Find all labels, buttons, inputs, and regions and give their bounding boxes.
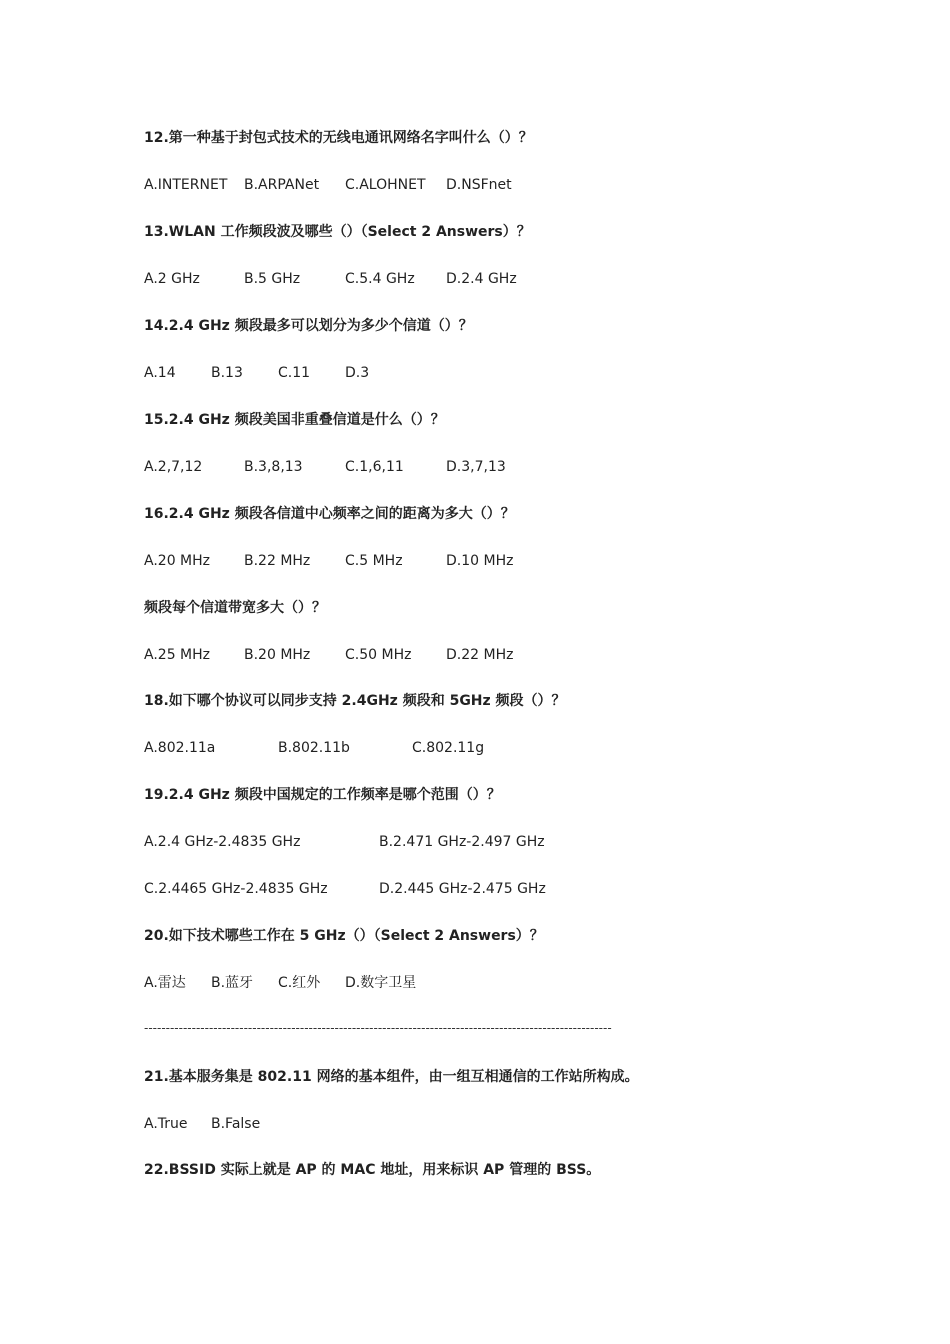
question-22: 22.BSSID 实际上就是 AP 的 MAC 地址，用来标识 AP 管理的 BSS。 xyxy=(144,1162,601,1178)
option-16-d: D.10 MHz xyxy=(446,553,514,569)
option-15-d: D.3,7,13 xyxy=(446,459,506,475)
option-19-c: C.2.4465 GHz-2.4835 GHz xyxy=(144,881,328,897)
option-12-d: D.NSFnet xyxy=(446,177,512,193)
option-20-a: A.雷达 xyxy=(144,975,186,991)
option-15-b: B.3,8,13 xyxy=(244,459,303,475)
option-15-c: C.1,6,11 xyxy=(345,459,404,475)
option-12-b: B.ARPANet xyxy=(244,177,320,193)
option-13-b: B.5 GHz xyxy=(244,271,301,287)
question-12: 12.第一种基于封包式技术的无线电通讯网络名字叫什么（）？ xyxy=(144,130,533,146)
option-18-a: A.802.11a xyxy=(144,740,216,756)
option-16-a: A.20 MHz xyxy=(144,553,211,569)
option-18-b: B.802.11b xyxy=(278,740,350,756)
question-16: 16.2.4 GHz 频段各信道中心频率之间的距离为多大（）？ xyxy=(144,506,515,522)
option-15-a: A.2,7,12 xyxy=(144,459,203,475)
question-13: 13.WLAN 工作频段波及哪些（）（Select 2 Answers）？ xyxy=(144,224,531,240)
option-20-d: D.数字卫星 xyxy=(345,975,417,991)
option-17-b: B.20 MHz xyxy=(244,647,311,663)
option-14-b: B.13 xyxy=(211,365,243,381)
option-19-b: B.2.471 GHz-2.497 GHz xyxy=(379,834,545,850)
option-13-a: A.2 GHz xyxy=(144,271,200,287)
option-20-b: B.蓝牙 xyxy=(211,975,254,991)
option-17-d: D.22 MHz xyxy=(446,647,514,663)
question-19: 19.2.4 GHz 频段中国规定的工作频率是哪个范围（）？ xyxy=(144,787,501,803)
question-21: 21.基本服务集是 802.11 网络的基本组件，由一组互相通信的工作站所构成。 xyxy=(144,1069,639,1085)
option-21-a: A.True xyxy=(144,1116,188,1132)
section-separator: ------------------------------------------------------------------------------------------------------------ xyxy=(144,1021,612,1035)
question-18: 18.如下哪个协议可以同步支持 2.4GHz 频段和 5GHz 频段（）？ xyxy=(144,693,566,709)
option-14-d: D.3 xyxy=(345,365,370,381)
question-14: 14.2.4 GHz 频段最多可以划分为多少个信道（）？ xyxy=(144,318,473,334)
question-17: 频段每个信道带宽多大（）？ xyxy=(144,600,326,616)
question-20: 20.如下技术哪些工作在 5 GHz（）（Select 2 Answers）？ xyxy=(144,928,544,944)
option-18-c: C.802.11g xyxy=(412,740,485,756)
option-21-b: B.False xyxy=(211,1116,261,1132)
option-20-c: C.红外 xyxy=(278,975,321,991)
question-15: 15.2.4 GHz 频段美国非重叠信道是什么（）？ xyxy=(144,412,445,428)
option-13-d: D.2.4 GHz xyxy=(446,271,517,287)
option-14-a: A.14 xyxy=(144,365,176,381)
option-14-c: C.11 xyxy=(278,365,311,381)
option-16-b: B.22 MHz xyxy=(244,553,311,569)
option-19-d: D.2.445 GHz-2.475 GHz xyxy=(379,881,546,897)
option-19-a: A.2.4 GHz-2.4835 GHz xyxy=(144,834,301,850)
option-13-c: C.5.4 GHz xyxy=(345,271,415,287)
option-16-c: C.5 MHz xyxy=(345,553,403,569)
option-17-a: A.25 MHz xyxy=(144,647,211,663)
option-12-a: A.INTERNET xyxy=(144,177,228,193)
option-17-c: C.50 MHz xyxy=(345,647,412,663)
option-12-c: C.ALOHNET xyxy=(345,177,426,193)
